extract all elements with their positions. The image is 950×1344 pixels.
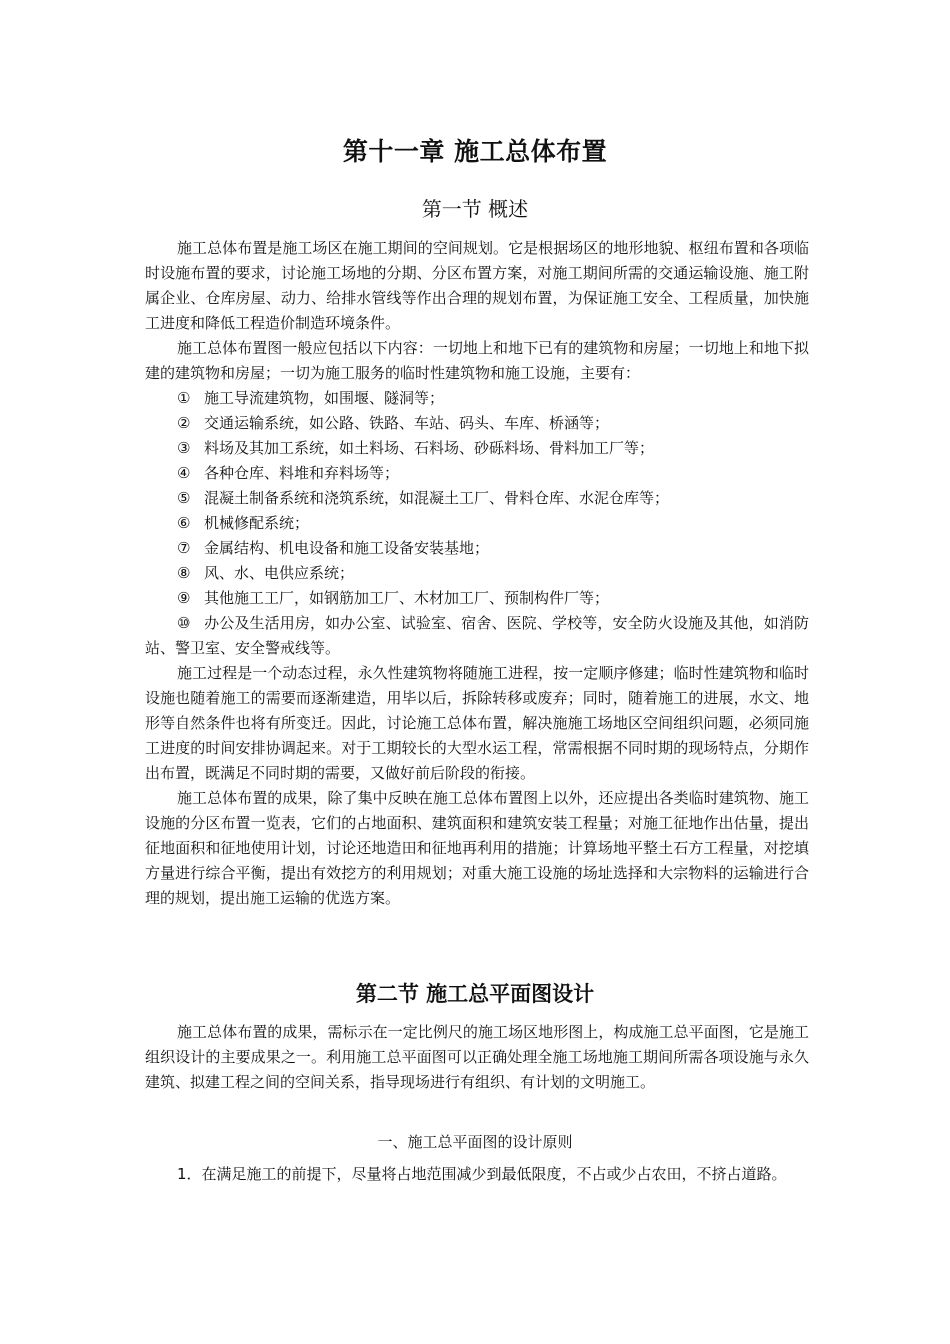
section1-body [145, 236, 809, 911]
paragraph: 施工总体布置图一般应包括以下内容：一切地上和地下已有的建筑物和房屋；一切地上和地下拟建的建筑物和房屋；一切为施工服务的临时性建筑物和施工设施，主要有： [145, 339, 809, 382]
list-item [145, 386, 809, 411]
list-number: ⑩ [177, 614, 191, 632]
paragraph: 施工过程是一个动态过程，永久性建筑物将随施工进程，按一定顺序修建；临时性建筑物和临时设施也随着施工的需要而逐渐建造，用毕以后，拆除转移或废弃；同时，随着施工的进展，水文、地形等自然条件也将有所变迁。因此，讨论施工总体布置，解决施施工场地区空间组织问题，必须同施工进度的时间安排协调起来。对于工期较长的大型水运工程，常需根据不同时期的现场特点，分期作出布置，既满足不同时期的需要，又做好前后阶段的衔接。 [145, 664, 809, 782]
principle-item: 1．在满足施工的前提下，尽量将占地范围减少到最低限度，不占或少占农田，不挤占道路。 [177, 1165, 787, 1183]
list-text: 办公及生活用房，如办公室、试验室、宿舍、医院、学校等，安全防火设施及其他，如消防站、警卫室、安全警戒线等。 [145, 614, 809, 657]
section2-subheading: 一、施工总平面图的设计原则 [377, 1133, 573, 1151]
section1-heading: 第一节 概述 [421, 197, 529, 221]
list-number: ③ [177, 439, 191, 457]
list-number: ① [177, 389, 191, 407]
section2-heading: 第二节 施工总平面图设计 [355, 982, 595, 1006]
list-item [145, 411, 809, 436]
section2-body [145, 1020, 809, 1095]
list-number: ⑨ [177, 589, 191, 607]
principles-list [145, 1162, 809, 1187]
list-text: 料场及其加工系统，如土料场、石料场、砂砾料场、骨料加工厂等； [204, 439, 655, 457]
list-number: ② [177, 414, 191, 432]
list-number: ⑤ [177, 489, 191, 507]
list-item [145, 436, 809, 461]
list-text: 混凝土制备系统和浇筑系统，如混凝土工厂、骨料仓库、水泥仓库等； [204, 489, 670, 507]
list-number: ④ [177, 464, 191, 482]
list-text: 风、水、电供应系统； [204, 564, 355, 582]
list-item [145, 611, 809, 661]
list-number: ⑧ [177, 564, 191, 582]
paragraph: 施工总体布置的成果，需标示在一定比例尺的施工场区地形图上，构成施工总平面图，它是施工组织设计的主要成果之一。利用施工总平面图可以正确处理全施工场地施工期间所需各项设施与永久建筑、拟建工程之间的空间关系，指导现场进行有组织、有计划的文明施工。 [145, 1023, 809, 1091]
list-number: ⑦ [177, 539, 191, 557]
list-item [145, 586, 809, 611]
list-text: 交通运输系统，如公路、铁路、车站、码头、车库、桥涵等； [204, 414, 610, 432]
list-text: 其他施工工厂，如钢筋加工厂、木材加工厂、预制构件厂等； [204, 589, 610, 607]
list-item [145, 511, 809, 536]
list-text: 金属结构、机电设备和施工设备安装基地； [204, 539, 490, 557]
paragraph: 施工总体布置的成果，除了集中反映在施工总体布置图上以外，还应提出各类临时建筑物、施工设施的分区布置一览表，它们的占地面积、建筑面积和建筑安装工程量；对施工征地作出估量，提出征地面积和征地使用计划，讨论还地造田和征地再利用的措施；计算场地平整土石方工程量，对挖填方量进行综合平衡，提出有效挖方的利用规划；对重大施工设施的场址选择和大宗物料的运输进行合理的规划，提出施工运输的优选方案。 [145, 789, 809, 907]
chapter-title: 第十一章 施工总体布置 [342, 137, 608, 166]
list-item [145, 536, 809, 561]
list-text: 各种仓库、料堆和弃料场等； [204, 464, 400, 482]
list-item [145, 561, 809, 586]
list-text: 施工导流建筑物，如围堰、隧洞等； [204, 389, 445, 407]
list-text: 机械修配系统； [204, 514, 310, 532]
list-item [145, 461, 809, 486]
list-item [145, 486, 809, 511]
paragraph: 施工总体布置是施工场区在施工期间的空间规划。它是根据场区的地形地貌、枢纽布置和各项临时设施布置的要求，讨论施工场地的分期、分区布置方案，对施工期间所需的交通运输设施、施工附属企业、仓库房屋、动力、给排水管线等作出合理的规划布置，为保证施工安全、工程质量，加快施工进度和降低工程造价制造环境条件。 [145, 239, 809, 332]
list-number: ⑥ [177, 514, 191, 532]
